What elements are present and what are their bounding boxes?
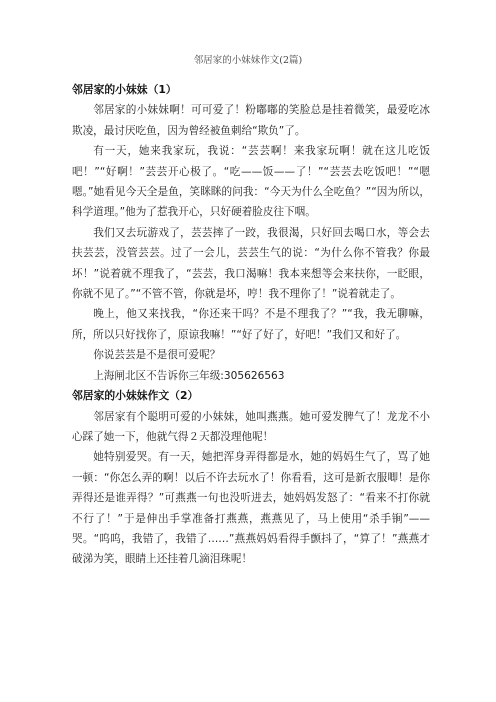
paragraph: 邻居家的小妹妹啊！可可爱了！粉嘟嘟的笑脸总是挂着微笑，最爱吃冰欺凌，最讨厌吃鱼，因为曾经被鱼刺给“欺负”了。 [72, 104, 430, 137]
author-signature: 上海闸北区不告诉你三年级:305626563 [93, 369, 285, 382]
document-body [72, 80, 430, 570]
paragraph: 晚上，他又来找我，“你还来干吗？不是不理我了？”“我，我无聊嘛，所，所以只好找你了，原谅我嘛！”“好了好了，好吧！”我们又和好了。 [72, 308, 430, 341]
paragraph: 她特别爱哭。有一天，她把浑身弄得都是水，她的妈妈生气了，骂了她一顿：“你怎么弄的啊！以后不许去玩水了！你看看，这可是新衣服唧！是你弄得还是谁弄得？”可燕燕一句也没听进去，她妈妈发怒了：“看来不打你就不行了！”于是伸出手掌准备打燕燕，燕燕见了，马上使用“杀手锏”——哭。“呜呜，我错了，我错了……”燕燕妈妈看得手颤抖了，“算了！”燕燕才破涕为笑，眼睛上还挂着几滴泪珠呢！ [72, 451, 430, 566]
paragraph: 邻居家有个聪明可爱的小妹妹，她叫燕燕。她可爱发脾气了！龙龙不小心踩了她一下，他就气得２天都没理他呢！ [72, 410, 430, 443]
paragraph: 你说芸芸是不是很可爱呢？ [93, 349, 221, 362]
document-title: 邻居家的小妹妹作文(2篇) [193, 55, 303, 66]
essay-section-1 [72, 80, 430, 386]
paragraph: 有一天，她来我家玩，我说：“芸芸啊！来我家玩啊！就在这儿吃饭吧！”“好啊！”芸芸开心极了。“吃——饭——了！”“芸芸去吃饭吧！”“嗯嗯。”她看见今天全是鱼，笑眯眯的问我：“今天为什么全吃鱼？”“因为所以，科学道理。”他为了惹我开心，只好硬着脸皮往下咽。 [72, 145, 430, 219]
section-heading: 邻居家的小妹妹（1） [72, 83, 177, 96]
section-heading: 邻居家的小妹妹作文（2） [72, 389, 199, 403]
paragraph: 我们又去玩游戏了，芸芸摔了一跤，我很渴，只好回去喝口水，等会去扶芸芸，没管芸芸。过了一会儿，芸芸生气的说：“为什么你不管我？你最坏！”说着就不理我了，“芸芸，我口渴嘛！我本来想等会来扶你，一眨眼，你就不见了。”“不管不管，你就是坏，哼！我不理你了！”说着就走了。 [72, 226, 430, 301]
essay-section-2 [72, 386, 430, 570]
